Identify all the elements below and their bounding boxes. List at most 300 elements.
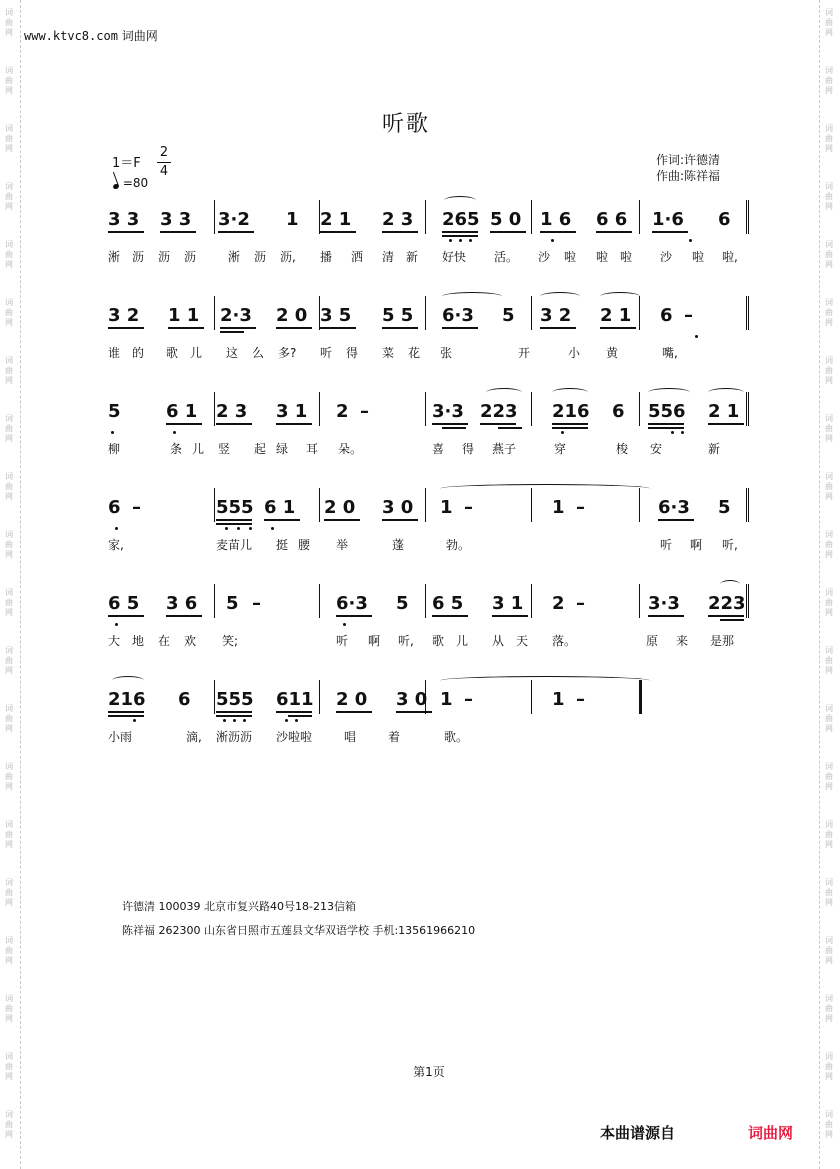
lyric-syllable: 沙: [538, 250, 551, 264]
octave-dot: [115, 623, 118, 626]
site-url[interactable]: [24, 27, 158, 44]
note: 6·3: [442, 305, 474, 326]
lyric-syllable: 啦: [596, 250, 609, 264]
lyric-syllable: 啦,: [722, 250, 738, 264]
note: 6 5: [108, 593, 140, 614]
edge-watermark: 词 曲 网: [825, 356, 833, 385]
barline: [425, 200, 426, 234]
edge-watermark: 词 曲 网: [5, 472, 13, 501]
note: 5: [108, 401, 121, 422]
beam-underline: [108, 231, 144, 233]
beam-underline: [108, 615, 144, 617]
edge-watermark: 词 曲 网: [5, 820, 13, 849]
barline: [425, 296, 426, 330]
note: 6 6: [596, 209, 628, 230]
edge-watermark: 词 曲 网: [5, 994, 13, 1023]
lyric-syllable: 活。: [494, 250, 519, 264]
beam-underline: [492, 615, 528, 617]
footer-address-1: 许德清 100039 北京市复兴路40号18-213信箱: [122, 900, 356, 913]
note: 3 2: [108, 305, 140, 326]
lyric-syllable: 黄: [606, 346, 619, 360]
note: 216: [108, 689, 146, 710]
meter-top: 2: [159, 145, 169, 160]
octave-dot: [133, 719, 136, 722]
barline: [746, 296, 747, 330]
lyric-syllable: 麦苗儿: [216, 538, 253, 552]
beam-underline: [382, 231, 418, 233]
beam-underline: [108, 711, 144, 713]
note: 556: [648, 401, 686, 422]
note: 2 0: [276, 305, 308, 326]
note: 3·3: [432, 401, 464, 422]
lyric-syllable: 儿: [456, 634, 469, 648]
octave-dot: [459, 239, 462, 242]
edge-watermark: 词 曲 网: [5, 588, 13, 617]
octave-dot: [671, 431, 674, 434]
note: –: [360, 401, 369, 422]
note: 1: [552, 497, 565, 518]
note: 611: [276, 689, 314, 710]
lyric-syllable: 沥: [158, 250, 171, 264]
edge-watermark: 词 曲 网: [825, 588, 833, 617]
slur: [600, 292, 640, 301]
octave-dot: [243, 719, 246, 722]
lyric-syllable: 沥,: [280, 250, 296, 264]
slur: [442, 292, 502, 301]
edge-watermark: 词 曲 网: [5, 936, 13, 965]
barline: [531, 488, 532, 522]
lyric-syllable: 条: [170, 442, 183, 456]
final-barline: [639, 680, 642, 714]
octave-dot: [111, 431, 114, 434]
beam-underline-double: [216, 523, 252, 525]
beam-underline-double: [552, 427, 588, 429]
lyric-syllable: 挺: [276, 538, 289, 552]
brand-logo[interactable]: 词曲网: [748, 1124, 794, 1142]
lyric-syllable: 在: [158, 634, 171, 648]
beam-underline-double: [498, 427, 522, 429]
note: 3 6: [166, 593, 198, 614]
note: 1 1: [168, 305, 200, 326]
barlines: [106, 296, 756, 330]
note: 5 5: [382, 305, 414, 326]
barline: [639, 584, 640, 618]
lyric-syllable: 清: [382, 250, 395, 264]
slur: [552, 388, 588, 397]
beam-underline: [652, 231, 688, 233]
note: 1: [286, 209, 299, 230]
edge-watermark: 词 曲 网: [5, 1110, 13, 1139]
beam-underline: [276, 711, 312, 713]
barline: [425, 392, 426, 426]
beam-underline: [160, 231, 196, 233]
beam-underline: [442, 231, 478, 233]
lyric-syllable: 竖: [218, 442, 231, 456]
note: 1: [552, 689, 565, 710]
lyric-syllable: 听: [660, 538, 673, 552]
edge-watermark: 词 曲 网: [5, 1052, 13, 1081]
note: 6 1: [264, 497, 296, 518]
octave-dot: [695, 335, 698, 338]
beam-underline: [336, 711, 372, 713]
edge-watermark: 词 曲 网: [825, 762, 833, 791]
lyric-syllable: 好快: [442, 250, 467, 264]
lyric-syllable: 起: [254, 442, 267, 456]
meter-bottom: 4: [159, 164, 169, 179]
lyric-syllable: 得: [462, 442, 475, 456]
note: 2·3: [220, 305, 252, 326]
note: 2 3: [216, 401, 248, 422]
note: 555: [216, 497, 254, 518]
edge-watermark: 词 曲 网: [825, 124, 833, 153]
lyric-syllable: 沥: [132, 250, 145, 264]
note: 6: [612, 401, 625, 422]
note: 2: [336, 401, 349, 422]
note: 1·6: [652, 209, 684, 230]
lyric-syllable: 多?: [278, 346, 297, 360]
lyric-syllable: 来: [676, 634, 689, 648]
edge-watermark: 词 曲 网: [5, 240, 13, 269]
edge-watermark: 词 曲 网: [5, 530, 13, 559]
beam-underline-double: [442, 235, 478, 237]
beam-underline-double: [108, 715, 144, 717]
edge-watermark: 词 曲 网: [825, 182, 833, 211]
note: 5 0: [490, 209, 522, 230]
lyric-syllable: 啊: [690, 538, 703, 552]
barline: [748, 392, 749, 426]
note: 6: [108, 497, 121, 518]
lyric-syllable: 穿: [554, 442, 567, 456]
lyric-syllable: 的: [132, 346, 145, 360]
lyric-syllable: 听,: [398, 634, 414, 648]
lyric-syllable: 安: [650, 442, 663, 456]
edge-watermark: 词 曲 网: [825, 646, 833, 675]
octave-dot: [551, 239, 554, 242]
beam-underline: [658, 519, 694, 521]
edge-watermark: 词 曲 网: [5, 182, 13, 211]
beam-underline: [432, 615, 468, 617]
lyric-syllable: 举: [336, 538, 349, 552]
edge-watermark: 词 曲 网: [825, 704, 833, 733]
lyric-syllable: 勃。: [446, 538, 471, 552]
note: 3·2: [218, 209, 250, 230]
slur: [648, 388, 690, 397]
lyric-syllable: 朵。: [338, 442, 363, 456]
edge-watermark: 词 曲 网: [5, 878, 13, 907]
key-signature: 1＝F: [112, 156, 141, 171]
slur: [440, 676, 650, 685]
barline: [214, 296, 215, 330]
lyric-syllable: 落。: [552, 634, 577, 648]
beam-underline-double: [220, 331, 244, 333]
note: 2 1: [708, 401, 740, 422]
lyric-syllable: 是那: [710, 634, 735, 648]
lyric-syllable: 梭: [616, 442, 629, 456]
meter-divider: [157, 162, 171, 163]
octave-dot: [237, 527, 240, 530]
lyric-syllable: 谁: [108, 346, 121, 360]
beam-underline: [320, 327, 356, 329]
note: –: [464, 689, 473, 710]
edge-watermark: 词 曲 网: [825, 472, 833, 501]
edge-watermark: 词 曲 网: [825, 530, 833, 559]
barline: [746, 200, 747, 234]
edge-watermark: 词 曲 网: [5, 646, 13, 675]
note: 6: [718, 209, 731, 230]
edge-watermark: 词 曲 网: [5, 124, 13, 153]
note: –: [576, 497, 585, 518]
note: 3 0: [396, 689, 428, 710]
lyric-syllable: 天: [516, 634, 529, 648]
note: –: [576, 593, 585, 614]
edge-watermark: 词 曲 网: [825, 298, 833, 327]
beam-underline: [396, 711, 432, 713]
lyric-syllable: 啦: [692, 250, 705, 264]
site-name: 词曲网: [121, 29, 158, 43]
edge-watermark: 词 曲 网: [825, 414, 833, 443]
barline: [319, 488, 320, 522]
octave-dot: [225, 527, 228, 530]
note: 2 1: [320, 209, 352, 230]
beam-underline: [552, 423, 588, 425]
lyric-syllable: 儿: [192, 442, 205, 456]
lyric-syllable: 听,: [722, 538, 738, 552]
lyric-syllable: 地: [132, 634, 145, 648]
credits: [656, 152, 720, 184]
lyric-syllable: 沙: [660, 250, 673, 264]
octave-dot: [115, 527, 118, 530]
lyric-syllable: 蓬: [392, 538, 405, 552]
note: 3·3: [648, 593, 680, 614]
lyric-syllable: 耳: [306, 442, 319, 456]
note: –: [576, 689, 585, 710]
note: 2: [552, 593, 565, 614]
barline: [319, 392, 320, 426]
octave-dot: [561, 431, 564, 434]
edge-watermark: 词 曲 网: [825, 240, 833, 269]
lyric-syllable: 这: [226, 346, 239, 360]
beam-underline: [220, 327, 256, 329]
barline: [748, 200, 749, 234]
barline: [214, 200, 215, 234]
beam-underline: [382, 519, 418, 521]
beam-underline: [600, 327, 636, 329]
beam-underline: [264, 519, 300, 521]
lyric-syllable: 从: [492, 634, 505, 648]
beam-underline: [168, 327, 204, 329]
octave-dot: [249, 527, 252, 530]
barline: [746, 392, 747, 426]
note: 5: [396, 593, 409, 614]
lyric-syllable: 得: [346, 346, 359, 360]
octave-dot: [469, 239, 472, 242]
barline: [639, 488, 640, 522]
note: 6 1: [166, 401, 198, 422]
barlines: [106, 680, 756, 714]
source-label: 本曲谱源自: [600, 1124, 676, 1142]
edge-watermark: 词 曲 网: [825, 878, 833, 907]
lyric-syllable: 欢: [184, 634, 197, 648]
note: 3 0: [382, 497, 414, 518]
octave-dot: [681, 431, 684, 434]
edge-watermark: 词 曲 网: [825, 820, 833, 849]
song-title: 听歌: [381, 112, 430, 137]
lyric-syllable: 菜: [382, 346, 395, 360]
edge-watermark: 词 曲 网: [5, 8, 13, 37]
beam-underline: [276, 423, 312, 425]
lyric-syllable: 儿: [190, 346, 203, 360]
time-signature: [157, 145, 171, 180]
note: 3 5: [320, 305, 352, 326]
beam-underline: [708, 615, 744, 617]
note: 2 3: [382, 209, 414, 230]
beam-underline-double: [442, 427, 466, 429]
barline: [425, 488, 426, 522]
lyric-syllable: 开: [518, 346, 531, 360]
lyric-syllable: 小雨: [108, 730, 133, 744]
edge-watermark: 词 曲 网: [5, 298, 13, 327]
note: 2 1: [600, 305, 632, 326]
edge-watermark: 词 曲 网: [825, 936, 833, 965]
beam-underline: [432, 423, 468, 425]
beam-underline: [166, 423, 202, 425]
beam-underline: [648, 615, 684, 617]
edge-watermark: 词 曲 网: [5, 66, 13, 95]
beam-underline: [216, 711, 252, 713]
edge-watermark: 词 曲 网: [825, 8, 833, 37]
lyric-syllable: 柳: [108, 442, 121, 456]
edge-watermark: 词 曲 网: [825, 66, 833, 95]
lyric-syllable: 原: [646, 634, 659, 648]
slur: [708, 388, 744, 397]
lyric-syllable: 喜: [432, 442, 445, 456]
beam-underline: [490, 231, 526, 233]
note: 5: [226, 593, 239, 614]
octave-dot: [689, 239, 692, 242]
note: –: [132, 497, 141, 518]
lyric-syllable: 淅: [228, 250, 241, 264]
barline: [746, 584, 747, 618]
url-text[interactable]: www.ktvc8.com: [24, 29, 118, 43]
edge-watermark: 词 曲 网: [5, 704, 13, 733]
lyric-syllable: 沥: [184, 250, 197, 264]
note: 2 0: [324, 497, 356, 518]
lyric-syllable: 着: [388, 730, 401, 744]
tempo-value: =80: [122, 176, 149, 190]
beam-underline: [336, 615, 372, 617]
barline: [319, 584, 320, 618]
barline: [214, 584, 215, 618]
note: 6: [660, 305, 673, 326]
note: 6 5: [432, 593, 464, 614]
note: 1 6: [540, 209, 572, 230]
note: 2 0: [336, 689, 368, 710]
beam-underline: [382, 327, 418, 329]
beam-underline: [596, 231, 632, 233]
octave-dot: [295, 719, 298, 722]
barline: [748, 296, 749, 330]
lyric-syllable: 啊: [368, 634, 381, 648]
beam-underline: [324, 519, 360, 521]
lyric-syllable: 小: [568, 346, 581, 360]
lyric-syllable: 听: [336, 634, 349, 648]
lyric-syllable: 燕子: [492, 442, 517, 456]
lyric-syllable: 啦: [620, 250, 633, 264]
note: –: [252, 593, 261, 614]
lyric-syllable: 滴,: [186, 730, 202, 744]
edge-watermark: 词 曲 网: [825, 994, 833, 1023]
lyric-syllable: 新: [406, 250, 419, 264]
lyric-syllable: 唱: [344, 730, 357, 744]
note: 6: [178, 689, 191, 710]
octave-dot: [343, 623, 346, 626]
lyric-syllable: 笑;: [222, 634, 239, 648]
octave-dot: [285, 719, 288, 722]
composer: 作曲:陈祥福: [656, 169, 721, 183]
beam-underline: [442, 327, 478, 329]
slur: [540, 292, 580, 301]
lyricist: 作词:许德清: [656, 153, 721, 167]
quarter-note-icon: [112, 183, 119, 190]
note: 1: [440, 497, 453, 518]
note: 5: [718, 497, 731, 518]
beam-underline-double: [288, 715, 312, 717]
barline: [639, 296, 640, 330]
lyric-syllable: 花: [408, 346, 421, 360]
beam-underline: [648, 423, 684, 425]
note: 3 3: [108, 209, 140, 230]
slur: [444, 196, 476, 205]
barline: [214, 680, 215, 714]
octave-dot: [449, 239, 452, 242]
barline: [639, 392, 640, 426]
barline: [319, 680, 320, 714]
beam-underline: [540, 231, 576, 233]
note: 265: [442, 209, 480, 230]
note: 223: [480, 401, 518, 422]
lyric-syllable: 嘴,: [662, 346, 678, 360]
lyric-syllable: 歌。: [444, 730, 469, 744]
note: 6·3: [658, 497, 690, 518]
beam-underline: [216, 423, 252, 425]
beam-underline: [216, 519, 252, 521]
barline: [531, 296, 532, 330]
footer-address-2: 陈祥福 262300 山东省日照市五莲县文华双语学校 手机:13561966210: [122, 924, 476, 937]
lyric-syllable: 洒: [351, 250, 364, 264]
slur: [486, 388, 522, 397]
lyric-syllable: 歌: [166, 346, 179, 360]
slur: [440, 484, 650, 493]
barline: [214, 488, 215, 522]
beam-underline: [108, 327, 144, 329]
barline: [214, 392, 215, 426]
note: 3 2: [540, 305, 572, 326]
lyric-syllable: 么: [252, 346, 265, 360]
beam-underline: [320, 231, 356, 233]
slur: [720, 580, 740, 589]
beam-underline-double: [648, 427, 684, 429]
tempo-marking: [113, 176, 148, 190]
lyric-syllable: 沙啦啦: [276, 730, 313, 744]
beam-underline-double: [720, 619, 744, 621]
lyric-syllable: 腰: [298, 538, 311, 552]
barline: [639, 200, 640, 234]
lyric-syllable: 大: [108, 634, 121, 648]
slur: [112, 676, 144, 685]
barline: [425, 584, 426, 618]
note: 5: [502, 305, 515, 326]
lyric-syllable: 绿: [276, 442, 289, 456]
